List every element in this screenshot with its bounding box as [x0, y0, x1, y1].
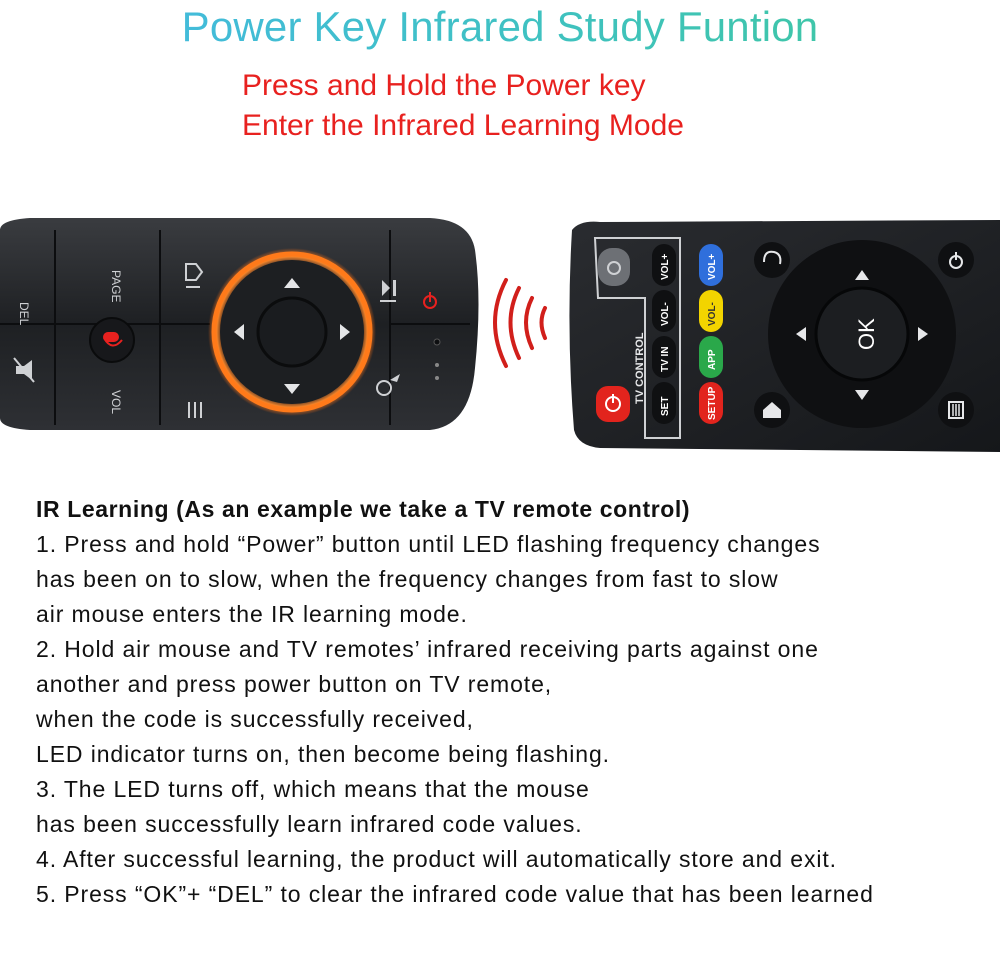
page-label: PAGE	[109, 270, 123, 303]
vol-label: VOL	[109, 390, 123, 415]
instruction-line: when the code is successfully received,	[36, 706, 474, 732]
vol-plus-label[interactable]: VOL+	[660, 253, 671, 280]
tv-remote	[569, 220, 1000, 452]
instruction-line: 4. After successful learning, the product will automatically store and exit.	[36, 846, 837, 872]
page-title: Power Key Infrared Study Funtion	[0, 2, 1000, 52]
tv-power-button[interactable]	[598, 248, 630, 286]
instruction-line: air mouse enters the IR learning mode.	[36, 601, 468, 627]
instruction-line: has been successfully learn infrared code values.	[36, 811, 583, 837]
color-vol-plus-label[interactable]: VOL+	[707, 253, 718, 280]
instruction-line: 1. Press and hold “Power” button until LED flashing frequency changes	[36, 531, 821, 557]
menu-button-icon[interactable]	[938, 392, 974, 428]
remotes-photo	[0, 190, 1000, 480]
instruction-line: 3. The LED turns off, which means that the mouse	[36, 776, 590, 802]
mic-icon[interactable]	[90, 318, 134, 362]
instruction-line: 5. Press “OK”+ “DEL” to clear the infrared code value that has been learned	[36, 881, 874, 907]
back-icon[interactable]	[754, 242, 790, 278]
ok-label[interactable]: OK	[854, 318, 879, 350]
instruction-line: has been on to slow, when the frequency changes from fast to slow	[36, 566, 779, 592]
instruction-line: LED indicator turns on, then become being flashing.	[36, 741, 610, 767]
subtitle-line-2: Enter the Infrared Learning Mode	[242, 109, 684, 142]
infrared-waves-icon	[495, 280, 545, 366]
d-pad[interactable]	[208, 248, 376, 416]
tv-remote-power-button[interactable]	[596, 386, 630, 422]
tv-d-pad[interactable]	[768, 240, 956, 428]
tv-control-label: TV CONTROL	[634, 332, 646, 404]
set-label[interactable]: SET	[660, 396, 671, 416]
instructions-heading: IR Learning (As an example we take a TV remote control)	[36, 496, 691, 522]
tv-in-label[interactable]: TV IN	[660, 346, 671, 372]
color-vol-minus-label[interactable]: VOL-	[707, 302, 718, 326]
instruction-line: another and press power button on TV remote,	[36, 671, 553, 697]
instructions	[36, 492, 986, 912]
air-mouse-remote	[0, 218, 479, 430]
del-label: DEL	[17, 302, 31, 326]
app-label[interactable]: APP	[707, 349, 718, 370]
vol-minus-label[interactable]: VOL-	[660, 302, 671, 326]
home-button-icon[interactable]	[754, 392, 790, 428]
setup-label[interactable]: SETUP	[707, 386, 718, 420]
instruction-line: 2. Hold air mouse and TV remotes’ infrared receiving parts against one	[36, 636, 819, 662]
subtitle-line-1: Press and Hold the Power key	[242, 69, 646, 102]
mouse-mode-icon[interactable]	[938, 242, 974, 278]
